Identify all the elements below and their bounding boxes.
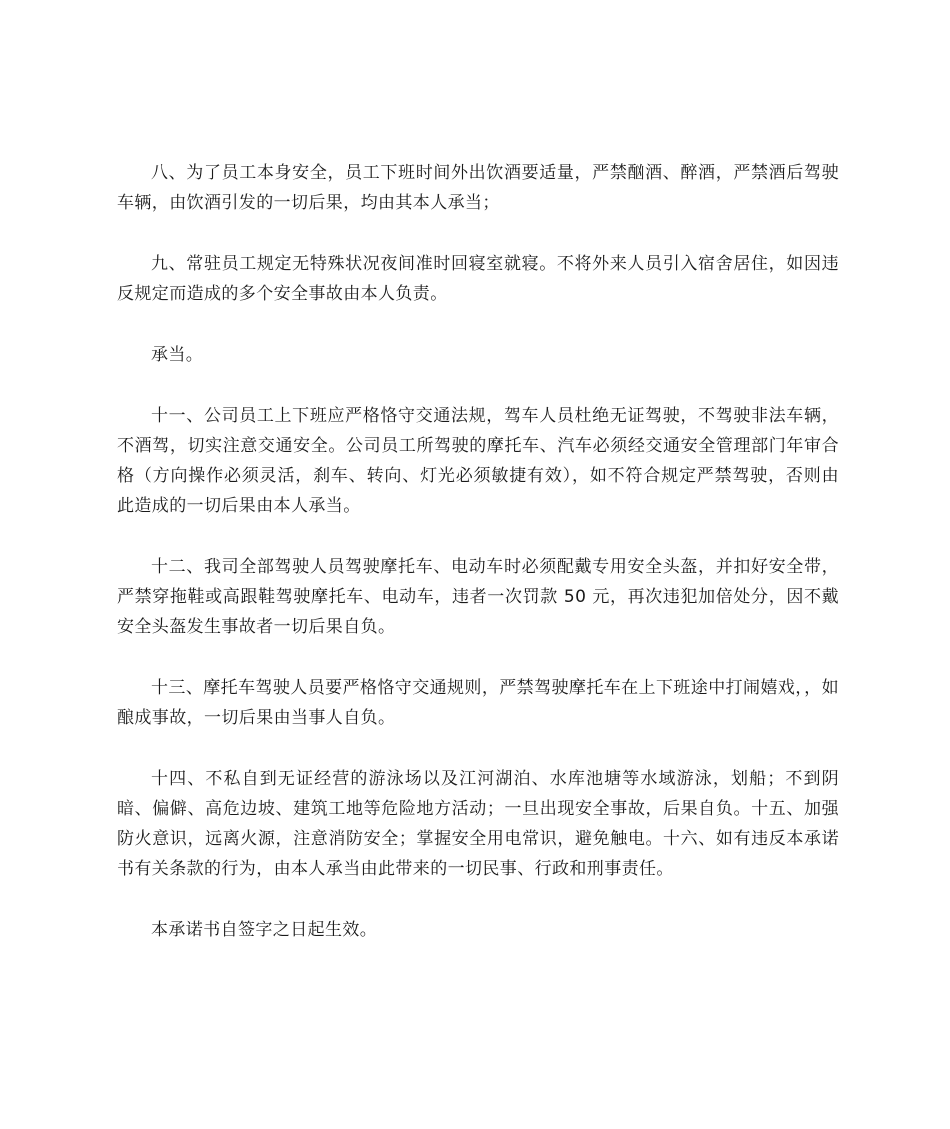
paragraph-9: 九、常驻员工规定无特殊状况夜间准时回寝室就寝。不将外来人员引入宿舍居住，如因违反规定而造成的多个安全事故由本人负责。 <box>117 254 839 304</box>
document-body <box>117 158 839 976</box>
paragraph-11: 十一、公司员工上下班应严格恪守交通法规，驾车人员杜绝无证驾驶，不驾驶非法车辆，不酒驾，切实注意交通安全。公司员工所驾驶的摩托车、汽车必须经交通安全管理部门年审合格（方向操作必须灵活，刹车、转向、灯光必须敏捷有效），如不符合规定严禁驾驶，否则由此造成的一切后果由本人承当。 <box>117 406 839 516</box>
paragraph-effective-date: 本承诺书自签字之日起生效。 <box>151 920 378 940</box>
paragraph-13: 十三、摩托车驾驶人员要严格恪守交通规则，严禁驾驶摩托车在上下班途中打闹嬉戏，，如酿成事故，一切后果由当事人自负。 <box>117 678 839 728</box>
paragraph-12: 十二、我司全部驾驶人员驾驶摩托车、电动车时必须配戴专用安全头盔，并扣好安全带，严禁穿拖鞋或高跟鞋驾驶摩托车、电动车，违者一次罚款 50 元，再次违犯加倍处分，因不戴安全头盔发生事故者一切后果自负。 <box>117 557 839 637</box>
paragraph-14-16: 十四、不私自到无证经营的游泳场以及江河湖泊、水库池塘等水域游泳，划船；不到阴暗、偏僻、高危边坡、建筑工地等危险地方活动；一旦出现安全事故，后果自负。十五、加强防火意识，远离火源，注意消防安全；掌握安全用电常识，避免触电。十六、如有违反本承诺书有关条款的行为，由本人承当由此带来的一切民事、行政和刑事责任。 <box>117 769 839 879</box>
paragraph-fragment: 承当。 <box>151 345 204 365</box>
paragraph-8: 八、为了员工本身安全，员工下班时间外出饮酒要适量，严禁酗酒、醉酒，严禁酒后驾驶车辆，由饮酒引发的一切后果，均由其本人承当； <box>117 163 839 213</box>
